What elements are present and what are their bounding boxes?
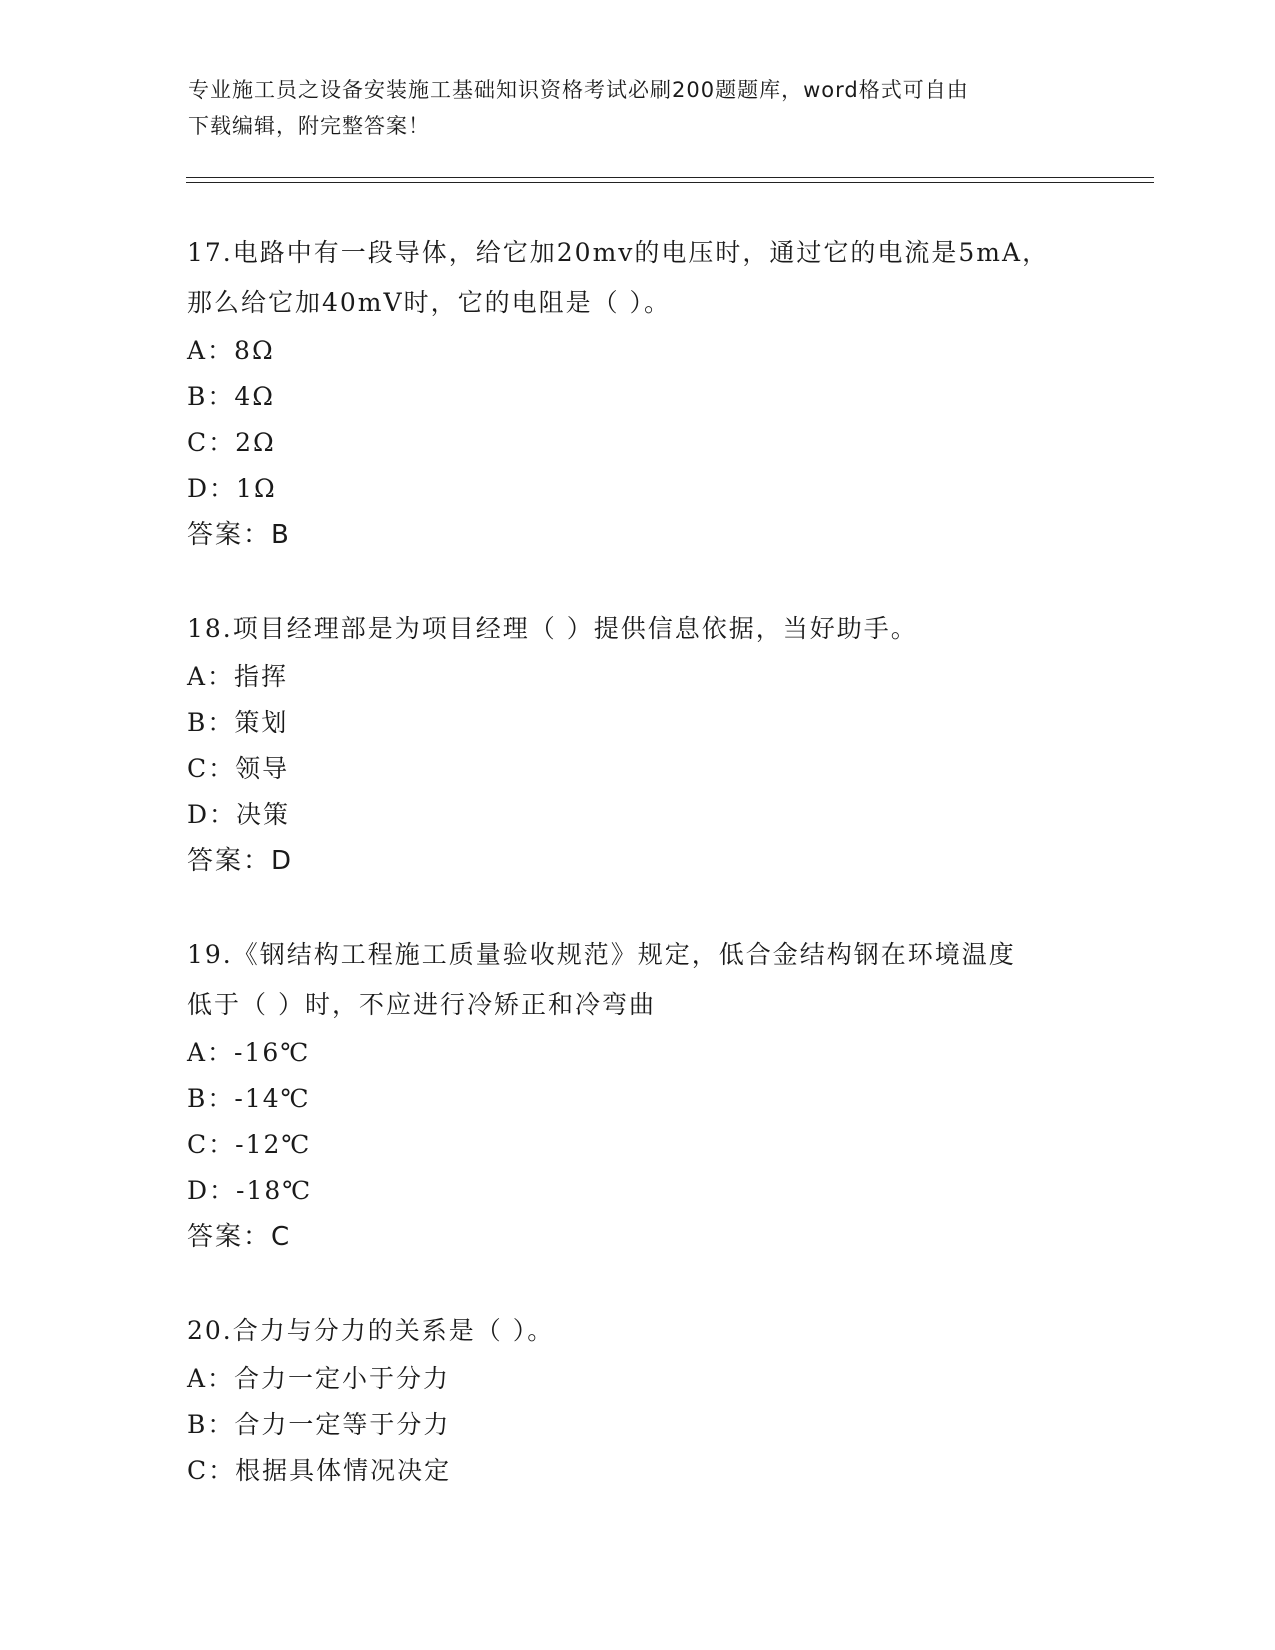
option-d: D：-18℃ <box>187 1176 313 1205</box>
answer-label: 答案：D <box>187 846 294 876</box>
option-c: C：领导 <box>187 754 290 783</box>
question-text: 那么给它加40mV时，它的电阻是（ ）。 <box>187 288 672 317</box>
question-text: 20.合力与分力的关系是（ ）。 <box>187 1316 555 1345</box>
question-text: 17.电路中有一段导体，给它加20mv的电压时，通过它的电流是5mA， <box>187 238 1050 267</box>
header-title-line-1: 专业施工员之设备安装施工基础知识资格考试必刷200题题库，word格式可自由 <box>188 78 969 102</box>
option-b: B：-14℃ <box>187 1084 311 1113</box>
question-20 <box>187 1306 1087 1494</box>
question-17 <box>187 228 1087 558</box>
option-a: A：8Ω <box>187 336 275 365</box>
option-c: C：-12℃ <box>187 1130 312 1159</box>
document-header <box>188 72 1088 144</box>
header-divider-top <box>186 177 1154 178</box>
option-a: A：指挥 <box>187 662 289 691</box>
question-text: 低于（ ）时，不应进行冷矫正和冷弯曲 <box>187 990 656 1019</box>
question-text: 18.项目经理部是为项目经理（ ）提供信息依据，当好助手。 <box>187 614 918 643</box>
option-b: B：4Ω <box>187 382 276 411</box>
question-18 <box>187 604 1087 884</box>
question-text: 19.《钢结构工程施工质量验收规范》规定，低合金结构钢在环境温度 <box>187 940 1016 969</box>
header-title-line-2: 下载编辑，附完整答案！ <box>188 114 430 138</box>
answer-label: 答案：B <box>187 520 291 550</box>
question-19 <box>187 930 1087 1260</box>
answer-label: 答案：C <box>187 1222 292 1252</box>
option-c: C：2Ω <box>187 428 276 457</box>
option-d: D：1Ω <box>187 474 277 503</box>
option-a: A：-16℃ <box>187 1038 311 1067</box>
option-b: B：策划 <box>187 708 289 737</box>
option-d: D：决策 <box>187 800 291 829</box>
header-divider-bottom <box>186 182 1154 183</box>
option-a: A：合力一定小于分力 <box>187 1364 451 1393</box>
question-list <box>187 228 1087 1540</box>
option-b: B：合力一定等于分力 <box>187 1410 451 1439</box>
option-c: C：根据具体情况决定 <box>187 1456 452 1485</box>
